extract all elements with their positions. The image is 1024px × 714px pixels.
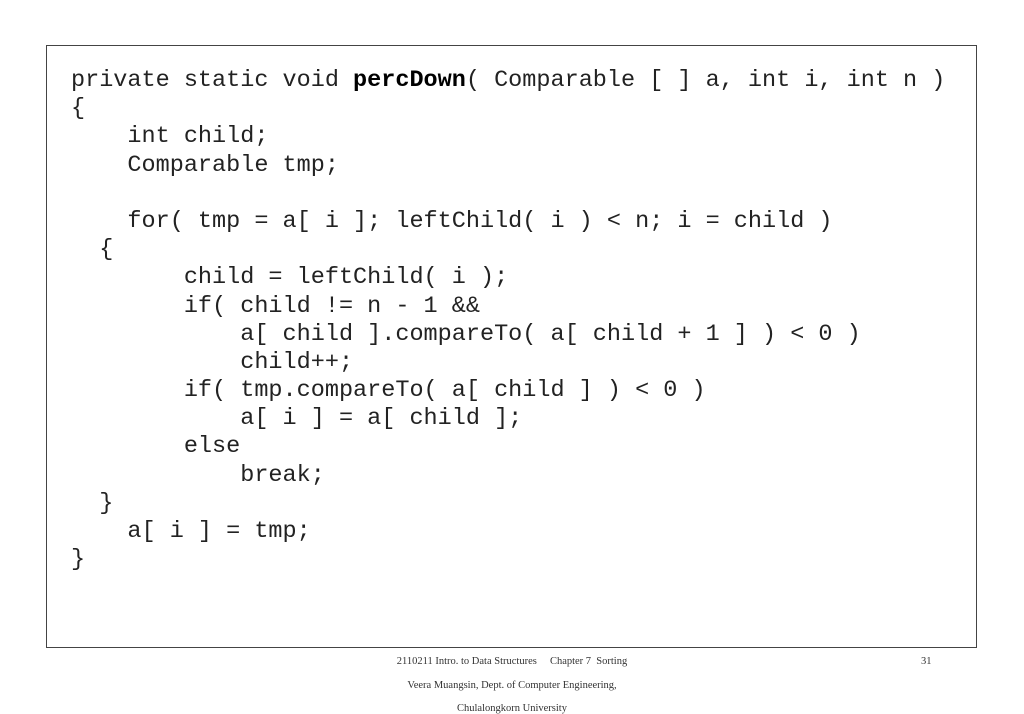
code-line — [71, 321, 945, 349]
code-text: break; — [71, 461, 325, 489]
code-line — [71, 208, 945, 236]
code-text: private static void — [71, 67, 354, 94]
code-line — [71, 236, 945, 264]
code-line — [71, 95, 945, 123]
code-text: a[ child ].compareTo( a[ child + 1 ] ) < 0 ) — [71, 320, 861, 348]
code-line — [71, 123, 945, 151]
code-text: for( tmp = a[ i ]; leftChild( i ) < n; i = child ) — [71, 207, 833, 235]
code-text: else — [71, 433, 241, 461]
code-block — [71, 67, 945, 574]
code-line — [71, 264, 945, 292]
code-text: child = leftChild( i ); — [71, 264, 509, 292]
code-text: } — [71, 546, 86, 574]
code-line — [71, 67, 945, 95]
footer-author-line: Veera Muangsin, Dept. of Computer Engineering, — [407, 680, 617, 691]
method-name: percDown — [353, 67, 466, 94]
code-text: Comparable tmp; — [71, 151, 339, 179]
code-line — [71, 293, 945, 321]
code-line — [71, 377, 945, 405]
footer-university-line: Chulalongkorn University — [457, 703, 567, 714]
code-text: if( tmp.compareTo( a[ child ] ) < 0 ) — [71, 377, 706, 405]
code-text: a[ i ] = a[ child ]; — [71, 405, 523, 433]
code-line — [71, 546, 945, 574]
code-text: { — [71, 236, 114, 264]
code-line — [71, 349, 945, 377]
code-line — [71, 405, 945, 433]
code-text: int child; — [71, 123, 269, 151]
code-text: a[ i ] = tmp; — [71, 518, 311, 545]
code-text: { — [71, 95, 86, 123]
code-text: ( Comparable [ ] a, int i, int n ) — [465, 67, 946, 94]
code-line — [71, 152, 945, 180]
code-text: } — [71, 489, 114, 517]
code-line — [71, 490, 945, 518]
code-line — [71, 462, 945, 490]
code-line — [71, 433, 945, 461]
code-line — [71, 518, 945, 546]
code-line — [71, 180, 945, 208]
code-text: if( child != n - 1 && — [71, 292, 480, 320]
footer-course-line: 2110211 Intro. to Data Structures Chapter 7 Sorting — [396, 656, 628, 667]
code-text: child++; — [71, 348, 354, 376]
page-number: 31 — [921, 656, 932, 667]
